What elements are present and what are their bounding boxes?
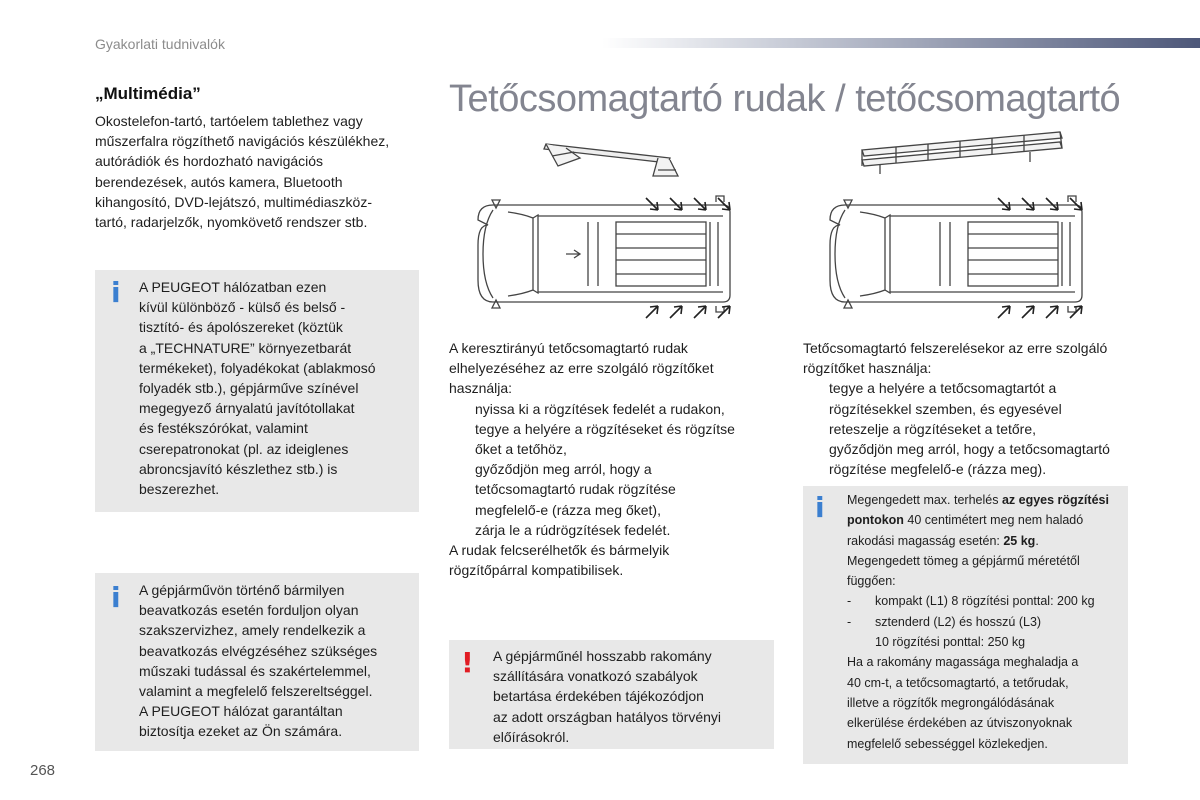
multimedia-paragraph — [95, 111, 425, 232]
text-line: elkerülése érdekében az útviszonyoknak — [847, 716, 1073, 731]
text-line: A gépjárművön történő bármilyen — [139, 582, 345, 598]
text-line: zárja le a rúdrögzítések fedelét. — [475, 521, 671, 538]
text-line: használja: — [449, 380, 513, 397]
text-line: nyissa ki a rögzítések fedelét a rudakon, — [475, 400, 725, 417]
text-line: őket a tetőhöz, — [475, 441, 567, 458]
header-gradient-bar — [602, 38, 1200, 48]
text-line: a „TECHNATURE” környezetbarát — [139, 339, 352, 356]
text-line: rögzítése megfelelő-e (rázza meg). — [829, 461, 1047, 478]
info-icon: i — [815, 491, 825, 524]
text-line — [847, 510, 1127, 530]
text-line: beszerezhet. — [139, 481, 220, 498]
bullet-icon — [449, 399, 475, 419]
bullet-icon — [449, 419, 475, 459]
text-line: sztenderd (L2) és hosszú (L3) — [875, 614, 1042, 629]
list-item — [803, 439, 1143, 479]
text-line: tisztító- és ápolószereket (köztük — [139, 319, 343, 336]
text-line: és festékszórókat, valamint — [139, 420, 308, 437]
page-title: Tetőcsomagtartó rudak / tetőcsomagtartó — [449, 78, 1121, 120]
info-box-load — [803, 486, 1128, 764]
text-span: . — [1035, 533, 1039, 548]
text-line: szállítására vonatkozó szabályok — [493, 668, 698, 685]
text-line: biztosítja ezeket az Ön számára. — [139, 723, 343, 740]
text-line: megfelelő sebességgel közlekedjen. — [847, 736, 1048, 751]
text-line: A rudak felcserélhetők és bármelyik — [449, 542, 670, 559]
text-line: beavatkozás elvégzéséhez szükséges — [139, 642, 378, 659]
warning-icon: ! — [461, 646, 474, 679]
text-line: A PEUGEOT hálózat garantáltan — [139, 703, 343, 720]
info-box-products — [95, 270, 419, 512]
text-span: kompakt (L1) 8 rögzítési ponttal: 200 kg — [875, 594, 1095, 609]
roof-bars-instructions — [449, 338, 779, 580]
bullet-icon — [449, 520, 475, 540]
roof-bars-illustration — [448, 130, 778, 330]
text-line: 10 rögzítési ponttal: 250 kg — [875, 635, 1026, 650]
text-span: 40 centimétert meg nem haladó — [903, 513, 1084, 528]
list-item — [803, 378, 1143, 439]
text-line: illetve a rögzítők megrongálódásának — [847, 695, 1055, 710]
text-line: győződjön meg arról, hogy a tetőcsomagtartó — [829, 441, 1110, 458]
page-number: 268 — [30, 762, 56, 779]
text-span: Megengedett max. terhelés — [847, 493, 1002, 507]
text-line: Ha a rakomány magassága meghaladja a — [847, 655, 1079, 670]
text-line: tegye a helyére a tetőcsomagtartót a — [829, 380, 1057, 397]
text-span: rakodási magasság esetén: — [847, 533, 1004, 548]
text-line: műszerfalra rögzíthető navigációs készülékhez, — [95, 133, 390, 150]
list-item — [449, 459, 779, 520]
text-line: Okostelefon-tartó, tartóelem tablethez vagy — [95, 113, 363, 129]
text-line: megegyező árnyalatú javítótollakat — [139, 400, 355, 417]
bullet-icon — [803, 439, 829, 479]
dash-icon: - — [847, 594, 852, 609]
text-line: autórádiók és hordozható navigációs — [95, 153, 324, 170]
text-line: termékeket), folyadékokat (ablakmosó — [139, 359, 376, 376]
text-line: elhelyezéséhez az erre szolgáló rögzítőket — [449, 360, 714, 377]
text-line: A gépjárműnél hosszabb rakomány — [493, 648, 712, 664]
text-line: kívül különböző - külső és belső - — [139, 299, 346, 316]
text-line: folyadék stb.), gépjárműve színével — [139, 380, 359, 397]
list-item — [449, 520, 779, 540]
text-line: betartása érdekében tájékozódjon — [493, 688, 704, 705]
list-item — [449, 419, 779, 459]
text-line — [847, 490, 1127, 510]
warning-box — [449, 640, 774, 749]
text-line: rögzítőpárral kompatibilisek. — [449, 562, 624, 579]
text-line: cserepatronokat (pl. az ideiglenes — [139, 440, 349, 457]
text-line: tartó, radarjelzők, nyomkövető rendszer stb. — [95, 214, 368, 231]
bold-text: pontokon — [847, 513, 904, 528]
text-line: kihangosító, DVD-lejátszó, multimédiaszköz- — [95, 193, 372, 210]
text-line: műszaki tudással és szakértelemmel, — [139, 662, 371, 679]
info-box-text — [847, 490, 1127, 754]
running-header: Gyakorlati tudnivalók — [95, 36, 225, 52]
text-line: A keresztirányú tetőcsomagtartó rudak — [449, 340, 688, 356]
text-line: rögzítésekkel szemben, és egyesével — [829, 400, 1062, 417]
text-line: beavatkozás esetén forduljon olyan — [139, 602, 359, 619]
text-line: valamint a megfelelő felszereltséggel. — [139, 683, 373, 700]
text-line: tetőcsomagtartó rudak rögzítése — [475, 481, 676, 498]
list-item — [847, 612, 1127, 653]
text-line: megfelelő-e (rázza meg őket), — [475, 501, 661, 518]
dash-icon: - — [847, 614, 852, 629]
text-line: berendezések, autós kamera, Bluetooth — [95, 173, 343, 190]
text-line: tegye a helyére a rögzítéseket és rögzítse — [475, 420, 735, 437]
roof-rack-illustration — [800, 130, 1130, 330]
text-line: 40 cm-t, a tetőcsomagtartó, a tetőrudak, — [847, 675, 1069, 690]
bold-text: 25 kg — [1003, 533, 1036, 548]
info-box-service — [95, 573, 419, 751]
info-box-text — [139, 277, 414, 499]
bullet-icon — [449, 459, 475, 520]
text-line: A PEUGEOT hálózatban ezen — [139, 279, 327, 295]
text-line — [847, 531, 1127, 551]
text-line: előírásokról. — [493, 728, 570, 745]
info-box-text — [139, 580, 414, 742]
list-item — [847, 591, 1127, 611]
text-line: függően: — [847, 574, 896, 589]
multimedia-heading: „Multimédia” — [95, 84, 201, 103]
bold-text: az egyes rögzítési — [1001, 493, 1109, 507]
warning-box-text — [493, 646, 769, 747]
roof-rack-instructions — [803, 338, 1143, 479]
list-item — [449, 399, 779, 419]
text-line: az adott országban hatályos törvényi — [493, 708, 722, 725]
text-line: Megengedett tömeg a gépjármű méretétől — [847, 553, 1080, 568]
text-line: reteszelje a rögzítéseket a tetőre, — [829, 420, 1036, 437]
info-icon: i — [111, 581, 121, 614]
text-line: szakszervizhez, amely rendelkezik a — [139, 622, 366, 639]
text-line: Tetőcsomagtartó felszerelésekor az erre szolgáló — [803, 340, 1108, 356]
info-icon: i — [111, 276, 121, 309]
text-line: győződjön meg arról, hogy a — [475, 461, 652, 478]
text-line: rögzítőket használja: — [803, 360, 932, 377]
bullet-icon — [803, 378, 829, 439]
text-line: abroncsjavító készlethez stb.) is — [139, 460, 338, 477]
